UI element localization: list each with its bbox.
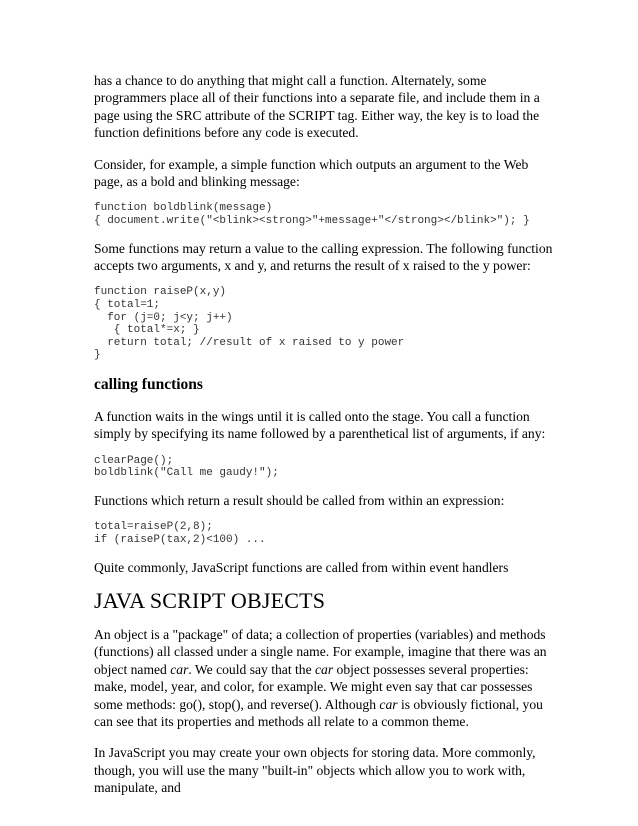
code-raisep: function raiseP(x,y) { total=1; for (j=0; j<y; j++) { total*=x; } return total; //result of x raised to y power } [94,286,405,362]
heading-javascript-objects: JAVA SCRIPT OBJECTS [94,588,326,613]
paragraph-boldblink-intro: Consider, for example, a simple function which outputs an argument to the Web page, as a bold and blinking message: [94,156,529,190]
code-call-examples: clearPage(); boldblink("Call me gaudy!"); [94,454,279,480]
paragraph-calling-intro: A function waits in the wings until it is called onto the stage. You call a function simply by specifying its name followed by a parenthetical list of arguments, if any: [94,409,546,442]
paragraph-return-value: Some functions may return a value to the calling expression. The following function accepts two arguments, x and y, and returns the result of x raised to the y power: [94,240,553,274]
document-page [94,72,554,797]
paragraph-function-loading: has a chance to do anything that might call a function. Alternately, some programmers place all of their functions into a separate file, and include them in a page using the SRC attribute of the SCRIPT tag. Either way, the key is to load the function definitions before any code is executed. [94,73,540,141]
paragraph-object-definition: An object is a "package" of data; a collection of properties (variables) and methods (functions) all classed under a single name. For example, imagine that there was an object named car. We could say that the car object possesses several properties: make, model, year, and color, for example. We might even say that car possesses some methods: go(), stop(), and reverse(). Although car is obviously fictional, you can see that its properties and methods all relate to a common theme. [94,627,547,730]
code-expression-examples: total=raiseP(2,8); if (raiseP(tax,2)<100) ... [94,521,266,546]
paragraph-event-handlers: Quite commonly, JavaScript functions are called from within event handlers [94,559,509,575]
paragraph-return-result: Functions which return a result should be called from within an expression: [94,493,505,508]
heading-calling-functions: calling functions [94,376,203,393]
code-boldblink: function boldblink(message) { document.write("<blink><strong>"+message+"</strong></blink>"); } [94,202,530,228]
emphasis-car: car [379,696,398,712]
paragraph-builtin-objects: In JavaScript you may create your own objects for storing data. More commonly, though, you will use the many "built-in" objects which allow you to work with, manipulate, and [94,745,536,796]
emphasis-car: car [170,661,189,677]
emphasis-car: car [315,661,334,677]
